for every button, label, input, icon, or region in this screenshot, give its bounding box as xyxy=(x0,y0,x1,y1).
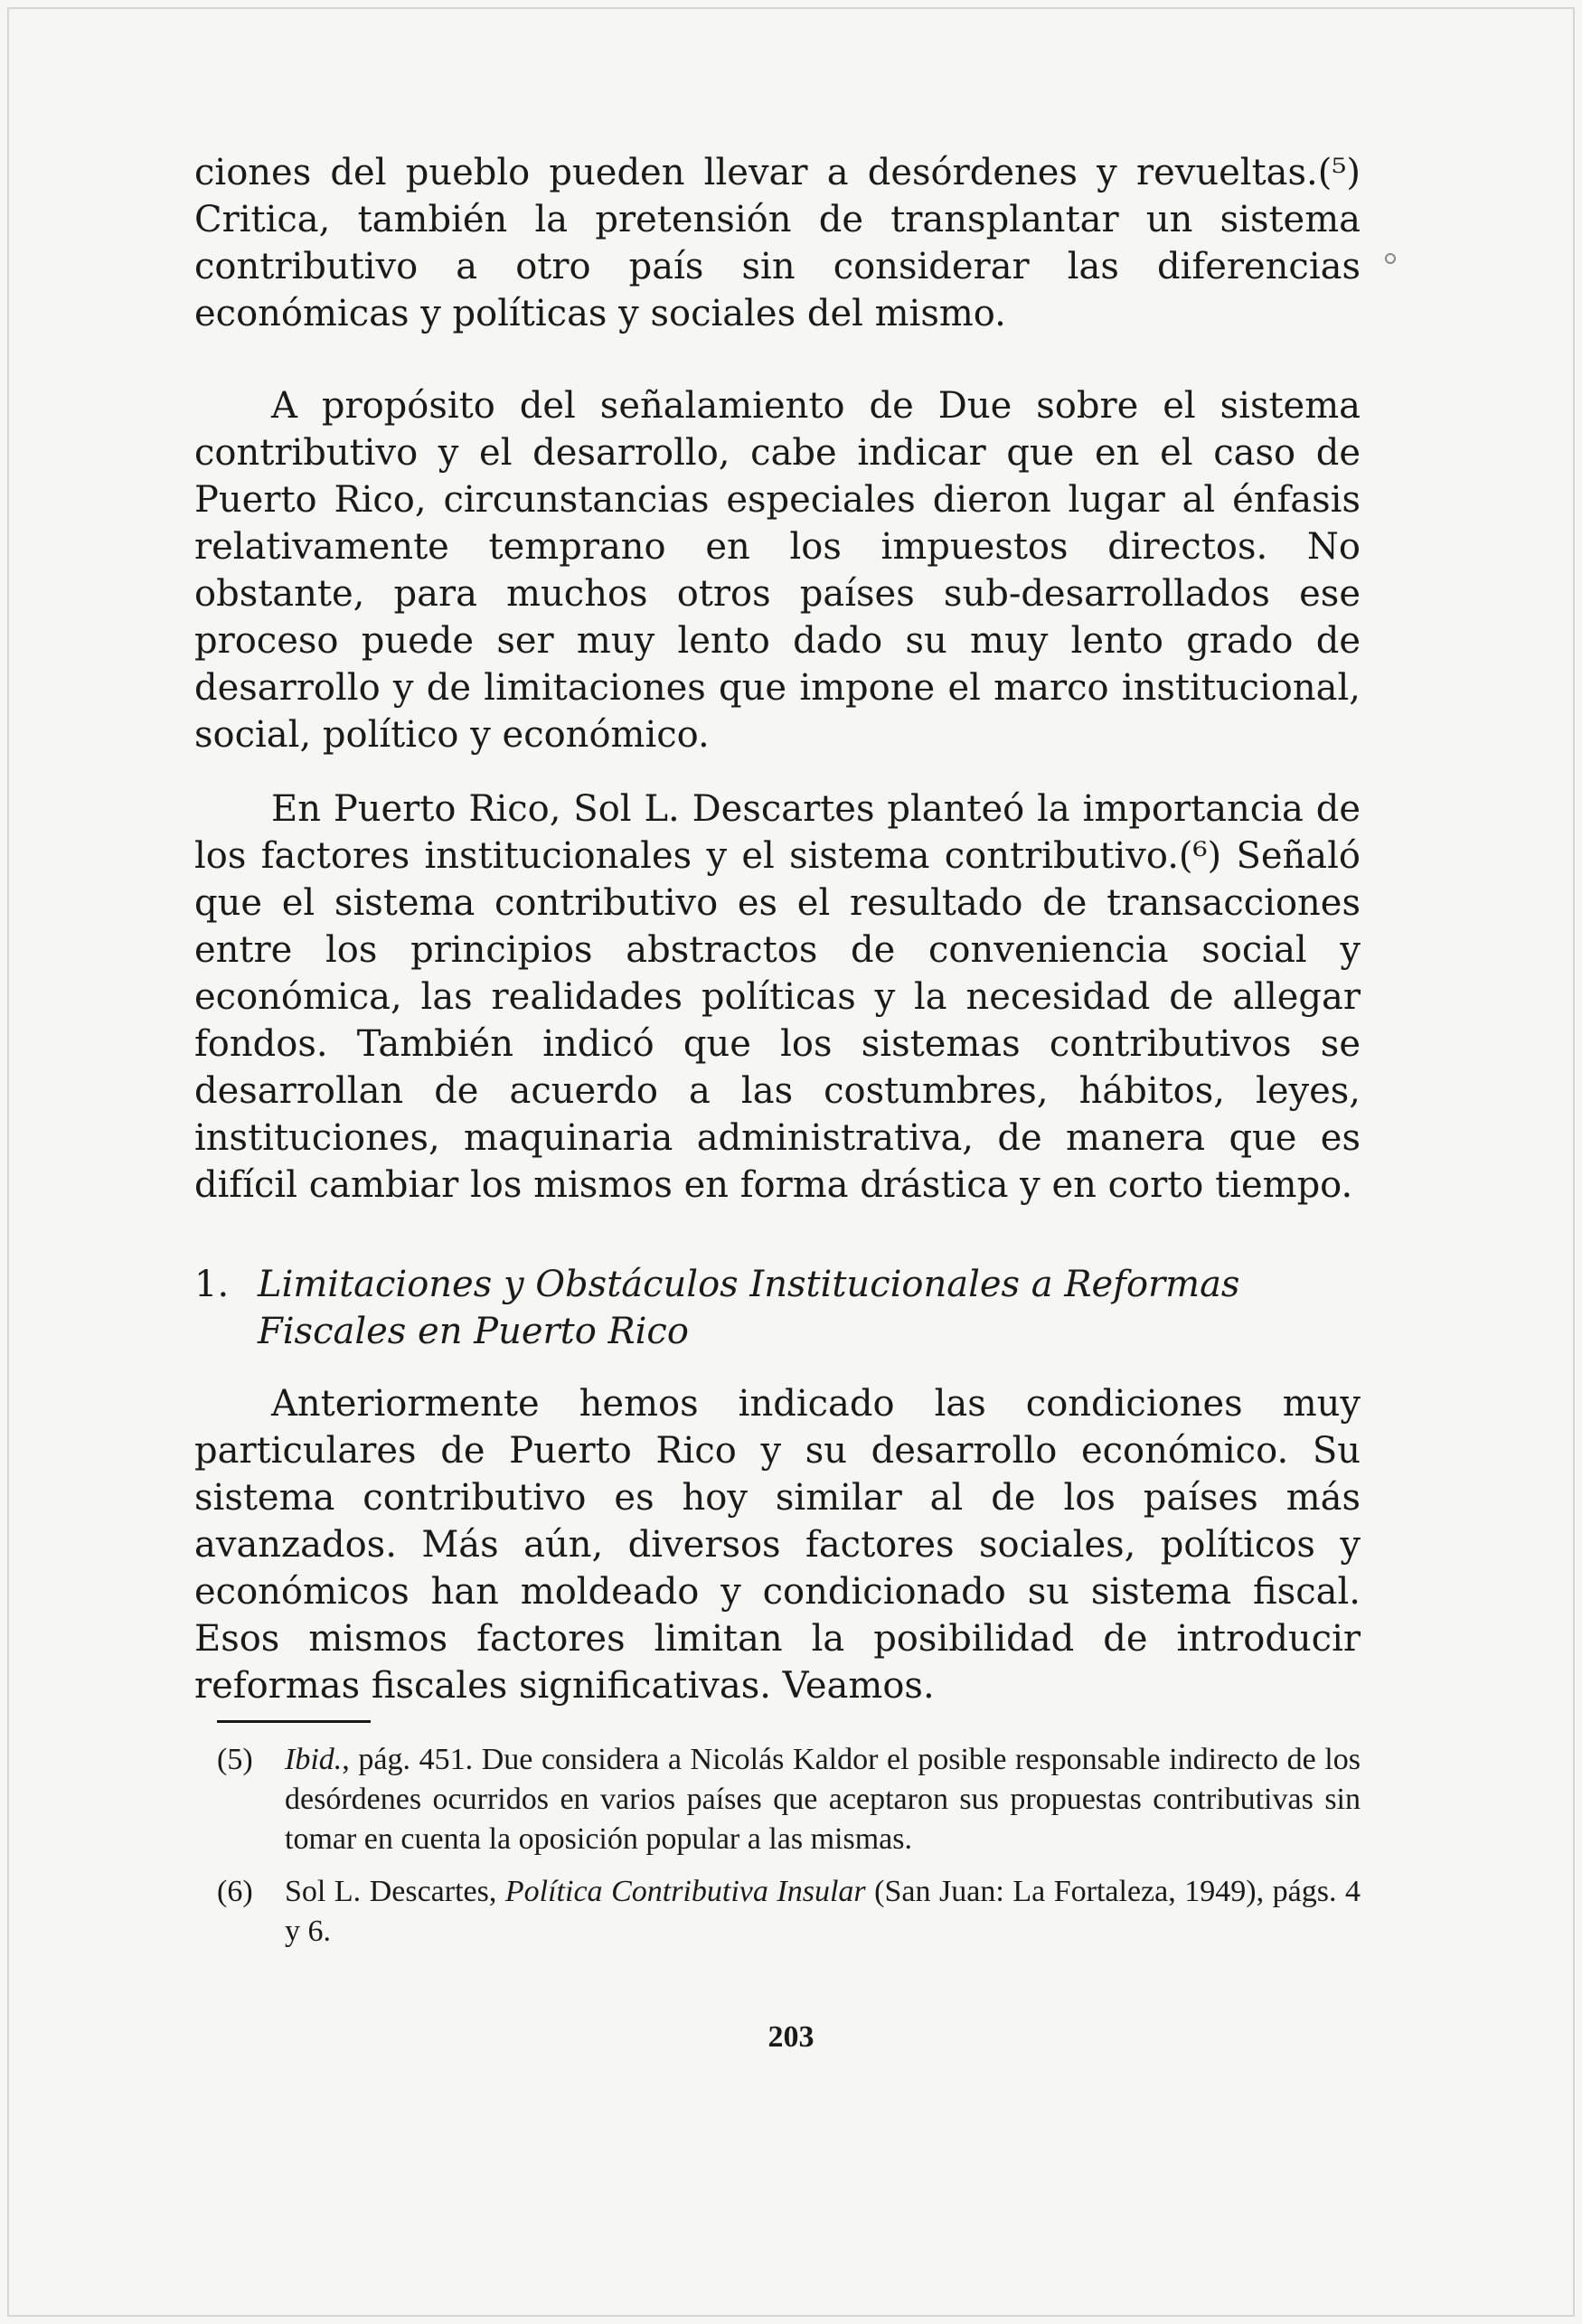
footnote-rule xyxy=(217,1720,371,1723)
paragraph-3: En Puerto Rico, Sol L. Descartes planteó la importancia de los factores institucionales y el sistema contributivo.(⁶) Señaló que el sistema contributivo es el resultado de transacciones entre los principios abstractos de conveniencia social y económica, las realidades políticas y la necesidad de allegar fondos. También indicó que los sistemas contributivos se desarrollan de acuerdo a las costumbres, hábitos, leyes, instituciones, maquinaria administrativa, de manera que es difícil cambiar los mismos en forma drástica y en corto tiempo. xyxy=(194,788,1361,1206)
footnote-body: (San Juan: La Fortaleza, 1949), págs. 4 y 6. xyxy=(285,1875,1361,1948)
footnote-body: , pág. 451. Due considera a Nicolás Kaldor el posible responsable indirecto de los desórdenes ocurridos en varios países que aceptaron sus propuestas contributivas sin tomar en cuenta la oposición popular a las mismas. xyxy=(285,1743,1361,1856)
footnote-text xyxy=(285,1740,1361,1859)
footnote-text xyxy=(285,1872,1361,1952)
footnote-author: Sol L. Descartes, xyxy=(285,1875,505,1908)
paragraph-2: A propósito del señalamiento de Due sobre el sistema contributivo y el desarrollo, cabe indicar que en el caso de Puerto Rico, circunstancias especiales dieron lugar al énfasis relativamente temprano en los impuestos directos. No obstante, para muchos otros países sub-desarrollados ese proceso puede ser muy lento dado su muy lento grado de desarrollo y de limitaciones que impone el marco institucional, social, político y económico. xyxy=(194,385,1361,756)
section-title: Limitaciones y Obstáculos Institucionales a Reformas Fiscales en Puerto Rico xyxy=(258,1264,1240,1352)
page-number: 203 xyxy=(767,2020,815,2054)
footnote-marker: (5) xyxy=(217,1743,253,1776)
body-text xyxy=(194,149,1361,1709)
footnote-5 xyxy=(217,1740,1361,1859)
footnotes xyxy=(217,1740,1361,1964)
footnote-marker: (6) xyxy=(217,1875,253,1908)
paragraph-1: ciones del pueblo pueden llevar a desórdenes y revueltas.(⁵) Critica, también la pretensión de transplantar un sistema contributivo a otro país sin considerar las diferencias económicas y políticas y sociales del mismo. xyxy=(194,152,1361,334)
footnote-title-italic: Política Contributiva Insular xyxy=(504,1875,866,1908)
paragraph-4: Anteriormente hemos indicado las condiciones muy particulares de Puerto Rico y su desarrollo económico. Su sistema contributivo es hoy similar al de los países más avanzados. Más aún, diversos factores sociales, políticos y económicos han moldeado y condicionado su sistema fiscal. Esos mismos factores limitan la posibilidad de introducir reformas fiscales significativas. Veamos. xyxy=(194,1383,1361,1707)
section-number: 1. xyxy=(194,1264,230,1305)
section-heading xyxy=(194,1261,1361,1355)
footnote-6 xyxy=(217,1872,1361,1952)
margin-mark xyxy=(1385,253,1396,264)
footnote-ref-italic: Ibid. xyxy=(285,1743,343,1776)
